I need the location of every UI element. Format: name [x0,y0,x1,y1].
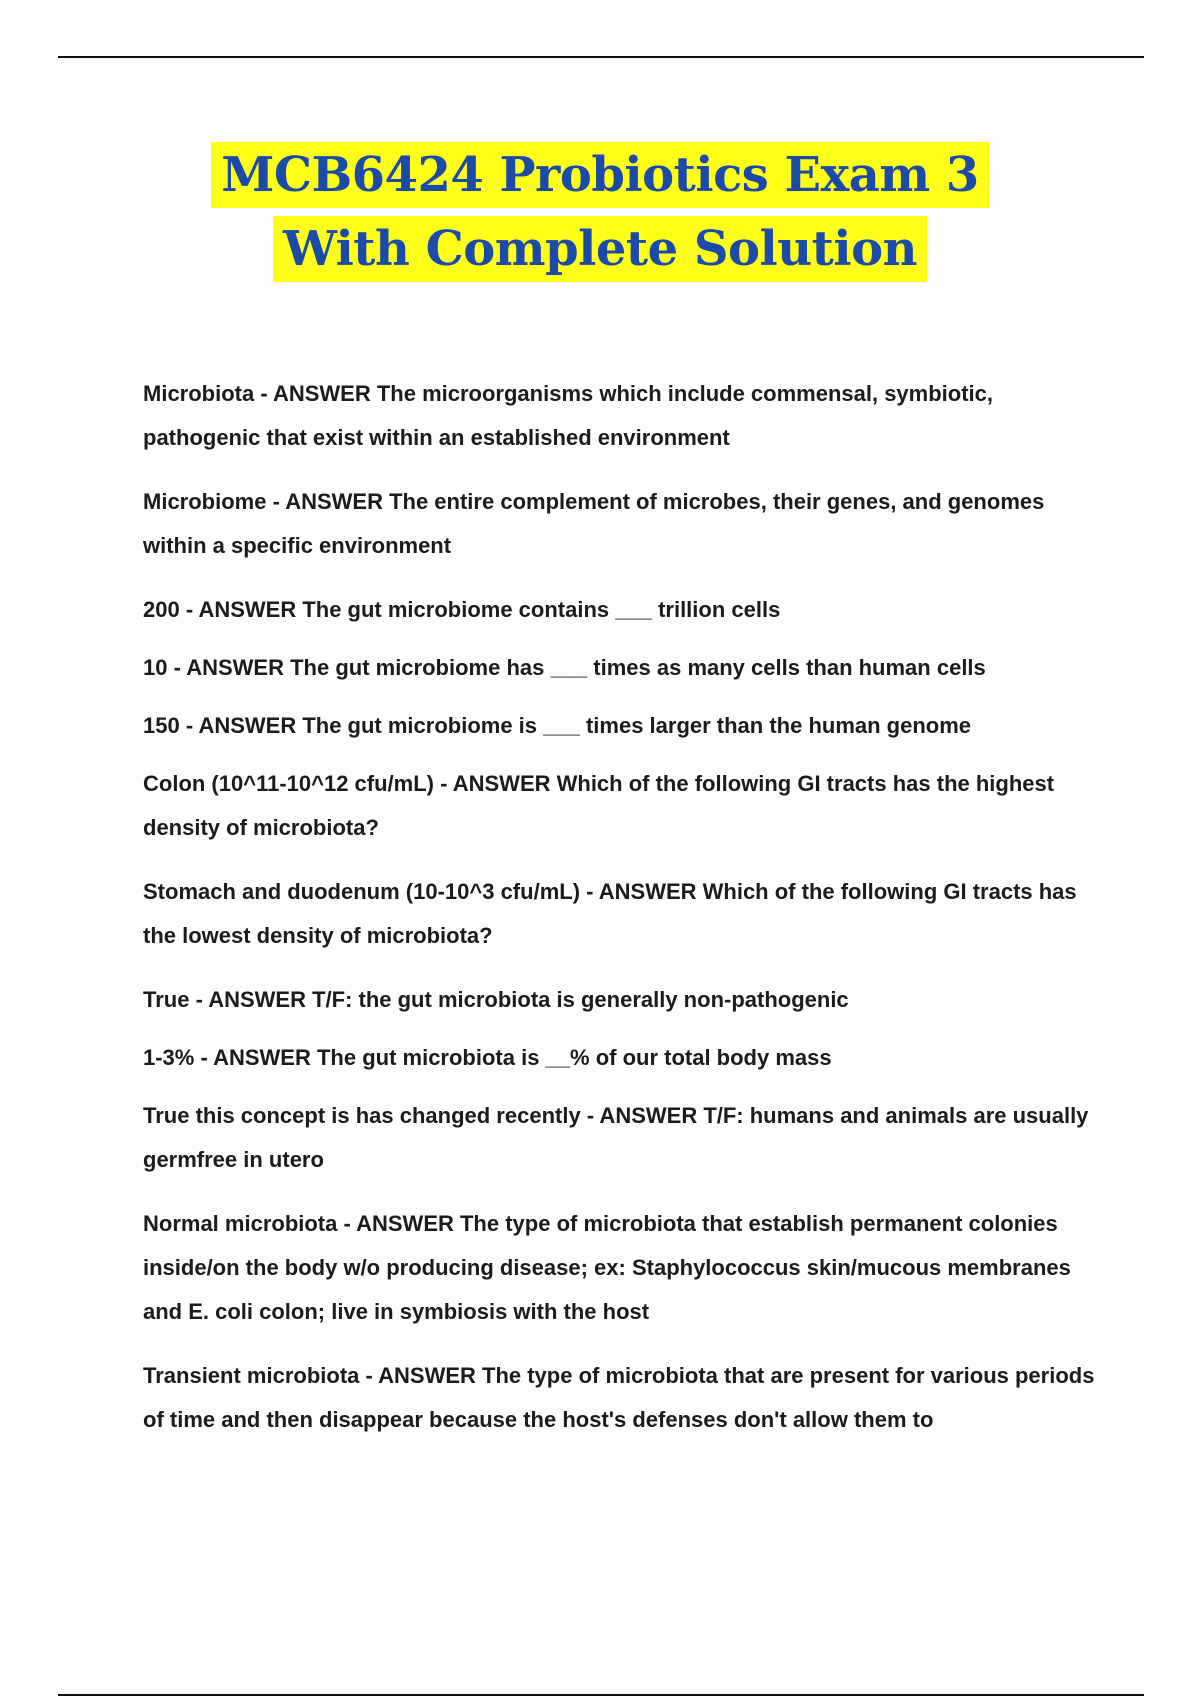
document-title [0,142,1200,282]
qa-item: Colon (10^11-10^12 cfu/mL) - ANSWER Which of the following GI tracts has the highest density of microbiota? [143,771,1055,840]
qa-item: True - ANSWER T/F: the gut microbiota is generally non-pathogenic [143,987,849,1012]
qa-item: 1-3% - ANSWER The gut microbiota is __% of our total body mass [143,1045,832,1070]
qa-item: Transient microbiota - ANSWER The type of microbiota that are present for various periods of time and then disappear because the host's defenses don't allow them to [143,1363,1095,1432]
qa-list [143,372,1103,1462]
qa-item: Microbiome - ANSWER The entire complement of microbes, their genes, and genomes within a specific environment [143,489,1045,558]
qa-item: 200 - ANSWER The gut microbiome contains ___ trillion cells [143,597,781,622]
top-rule [58,56,1144,58]
bottom-rule [58,1694,1144,1696]
qa-item: Normal microbiota - ANSWER The type of microbiota that establish permanent colonies inside/on the body w/o producing disease; ex: Staphylococcus skin/mucous membranes and E. coli colon; live in symbiosis with the host [143,1211,1071,1324]
qa-item: Stomach and duodenum (10-10^3 cfu/mL) - ANSWER Which of the following GI tracts has the lowest density of microbiota? [143,879,1077,948]
title-line-2: With Complete Solution [273,216,927,282]
qa-item: 10 - ANSWER The gut microbiome has ___ times as many cells than human cells [143,655,986,680]
qa-item: 150 - ANSWER The gut microbiome is ___ times larger than the human genome [143,713,972,738]
qa-item: Microbiota - ANSWER The microorganisms which include commensal, symbiotic, pathogenic that exist within an established environment [143,381,994,450]
title-line-1: MCB6424 Probiotics Exam 3 [211,142,989,208]
qa-item: True this concept is has changed recently - ANSWER T/F: humans and animals are usually germfree in utero [143,1103,1089,1172]
